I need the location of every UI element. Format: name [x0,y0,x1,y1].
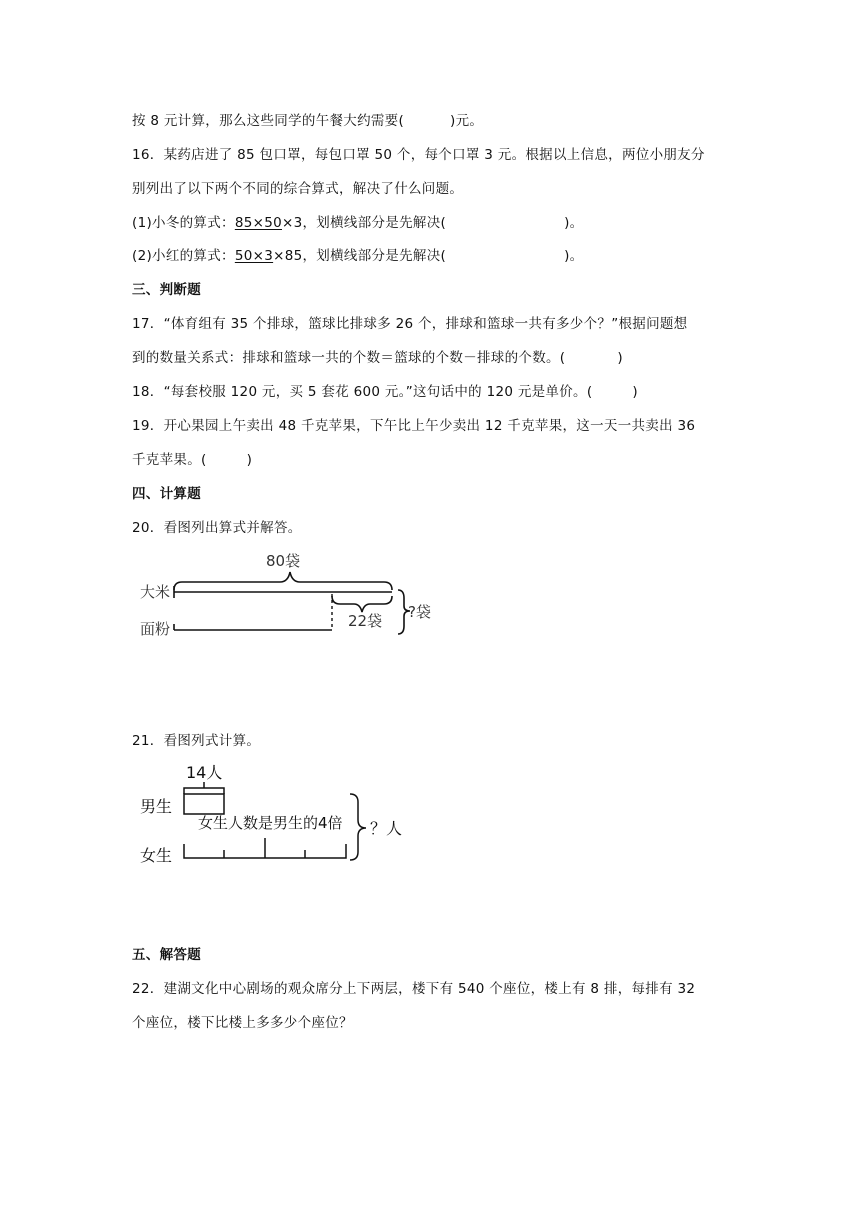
q19-line-2 [132,451,252,469]
q21-total-label: ？人 [370,819,403,838]
section-5-heading: 五、解答题 [132,947,201,963]
q16-part-2-rest: ×85，划横线部分是先解决( [273,248,447,264]
q16-part-2-prefix: (2)小红的算式： [132,248,235,264]
q15-tail-line [132,112,483,130]
section-3-heading: 三、判断题 [132,282,201,298]
q22-line-2: 个座位，楼下比楼上多多少个座位？ [132,1015,353,1031]
q16-part-2-end: )。 [564,248,584,264]
q21-top-label: 14人 [186,763,223,782]
section-4-heading: 四、计算题 [132,486,201,502]
q16-part-1-underlined: 85×50 [234,215,282,231]
q20-top-label: 80袋 [266,552,301,570]
q18-text: 18．“每套校服 120 元，买 5 套花 600 元。”这句话中的 120 元是单价。( [132,384,593,400]
q17-line-1: 17．“体育组有 35 个排球，篮球比排球多 26 个，排球和篮球一共有多少个？”根据问题想 [132,316,688,332]
q20-diagram [130,548,450,648]
q20-prompt: 20．看图列出算式并解答。 [132,520,302,536]
q16-part-1-end: )。 [564,215,584,231]
q15-tail-text: 按 8 元计算，那么这些同学的午餐大约需要( [132,113,405,129]
q21-prompt: 21．看图列式计算。 [132,733,261,749]
q17-line-2 [132,349,623,367]
q17-line-2-end: ) [617,350,623,366]
q16-line-2: 别列出了以下两个不同的综合算式，解决了什么问题。 [132,181,464,197]
q22-line-1: 22．建湖文化中心剧场的观众席分上下两层，楼下有 540 个座位，楼上有 8 排，每排有 32 [132,981,696,997]
q20-diff-brace [332,596,392,612]
q21-middle-label: 女生人数是男生的4倍 [198,814,343,832]
q21-boys-bar [184,794,224,814]
q21-unit-bracket [184,782,224,794]
q16-part-2-underlined: 50×3 [234,248,274,264]
q20-row2-label: 面粉 [140,620,171,638]
q16-line-1: 16．某药店进了 85 包口罩，每包口罩 50 个，每个口罩 3 元。根据以上信息，两位小朋友分 [132,147,705,163]
q16-part-2 [132,247,583,265]
q16-part-1 [132,214,583,232]
q16-part-1-rest: ×3，划横线部分是先解决( [282,215,447,231]
q20-total-label: ?袋 [408,603,431,621]
q19-line-1: 19．开心果园上午卖出 48 千克苹果，下午比上午少卖出 12 千克苹果，这一天一共卖出 36 [132,418,696,434]
q19-line-2-text: 千克苹果。( [132,452,207,468]
q19-line-2-end: ) [246,452,253,468]
q20-diff-label: 22袋 [348,612,383,630]
q18-end: ) [632,384,638,400]
q20-row1-label: 大米 [140,583,171,601]
q20-top-brace [174,572,392,590]
q15-tail-end: )元。 [450,113,484,129]
q16-part-1-prefix: (1)小冬的算式： [132,215,235,231]
q18-line [132,383,638,401]
q21-total-brace [350,794,366,860]
q17-line-2-text: 到的数量关系式：排球和篮球一共的个数＝篮球的个数－排球的个数。( [132,350,566,366]
q21-row2-label: 女生 [140,846,173,865]
q21-row1-label: 男生 [140,797,173,816]
q21-diagram [130,758,420,868]
